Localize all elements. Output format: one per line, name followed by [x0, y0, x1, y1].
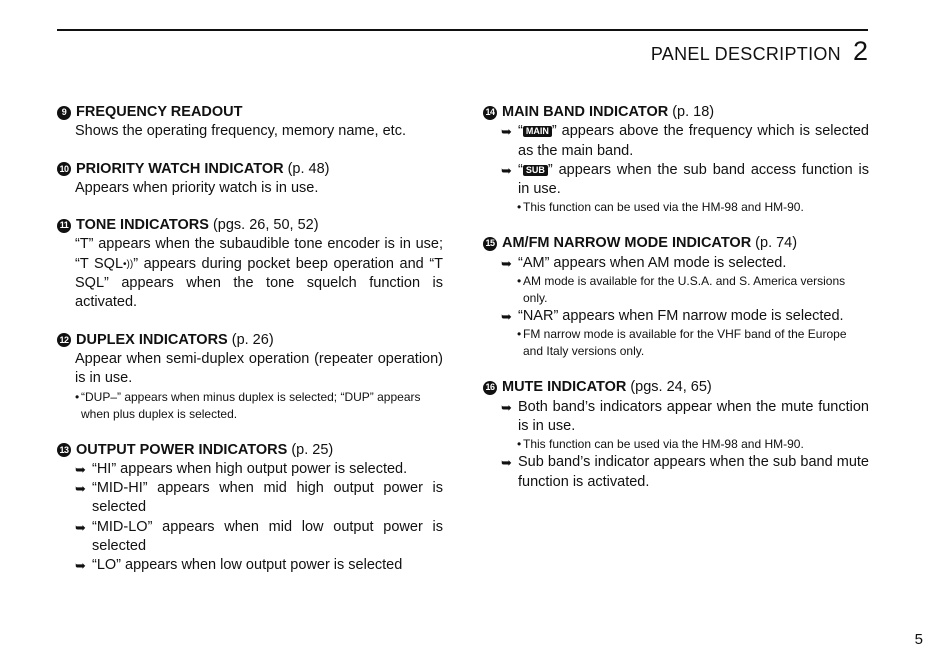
arrow-icon: ➥: [75, 558, 86, 574]
list-item: ➥ “MID-LO” appears when mid low output power is selected: [57, 518, 443, 557]
item-number-badge: 14: [483, 106, 497, 120]
arrow-icon: ➥: [75, 481, 86, 497]
page-reference: (pgs. 26, 50, 52): [212, 217, 319, 234]
page-number: 5: [914, 631, 923, 648]
section-heading: MUTE INDICATOR: [502, 379, 627, 396]
section-heading: DUPLEX INDICATORS: [76, 331, 228, 348]
page-reference: (p. 25): [291, 441, 334, 458]
section-heading: AM/FM NARROW MODE INDICATOR: [502, 235, 752, 252]
list-item: ➥ “NAR” appears when FM narrow mode is selected.: [483, 307, 869, 326]
list-item: ➥ “AM” appears when AM mode is selected.: [483, 254, 869, 273]
page-reference: (p. 18): [672, 104, 715, 120]
list-item: ➥ “ MAIN ” appears above the frequency which is selected as the main band.: [483, 122, 869, 161]
note: • This function can be used via the HM-98 and HM-90.: [517, 437, 804, 452]
arrow-icon: ➥: [501, 255, 512, 271]
section-body: “T” appears when the subaudible tone encoder is in use; “T SQL•))” appears during pocket beep operation and “T SQL” appears when the tone squelch function is activated.: [75, 236, 444, 311]
item-number-badge: 9: [57, 106, 71, 120]
section-body: Appears when priority watch is in use.: [75, 179, 319, 196]
section-frequency-readout: [57, 103, 443, 142]
note: • “DUP–” appears when minus duplex is selected; “DUP” appears when plus duplex is selected.: [75, 389, 421, 421]
section-heading: FREQUENCY READOUT: [76, 104, 243, 120]
section-body: Shows the operating frequency, memory name, etc.: [75, 123, 406, 140]
section-narrow-mode: [483, 234, 869, 360]
section-heading: MAIN BAND INDICATOR: [502, 104, 669, 120]
arrow-icon: ➥: [501, 124, 512, 140]
item-number-badge: 16: [483, 381, 497, 395]
section-tone-indicators: [57, 216, 443, 312]
item-number-badge: 11: [57, 219, 71, 233]
list-item: ➥ “HI” appears when high output power is selected.: [57, 460, 443, 479]
list-item: ➥ “ SUB ” appears when the sub band access function is in use.: [483, 161, 869, 200]
item-number-badge: 12: [57, 333, 71, 347]
arrow-icon: ➥: [501, 162, 512, 178]
arrow-icon: ➥: [501, 455, 512, 471]
arrow-icon: ➥: [75, 461, 86, 477]
top-rule: [57, 29, 868, 31]
page-reference: (p. 26): [231, 331, 274, 348]
note: • This function can be used via the HM-98 and HM-90.: [517, 200, 804, 215]
page-header: [651, 36, 868, 67]
pocket-beep-icon: •)): [123, 258, 134, 270]
section-body: Appear when semi-duplex operation (repeater operation) is in use.: [75, 350, 443, 387]
page-reference: (pgs. 24, 65): [630, 379, 712, 396]
page-reference: (p. 74): [755, 235, 798, 252]
item-number-badge: 15: [483, 237, 497, 251]
list-item: ➥ “MID-HI” appears when mid high output power is selected: [57, 479, 443, 518]
list-item: ➥ “LO” appears when low output power is selected: [57, 556, 443, 575]
section-output-power: [57, 441, 443, 576]
list-item: ➥ Sub band’s indicator appears when the sub band mute function is activated.: [483, 453, 869, 492]
sub-badge: SUB: [523, 165, 548, 176]
list-item: ➥ Both band’s indicators appear when the mute function is in use.: [483, 398, 869, 437]
main-badge: MAIN: [523, 126, 552, 137]
section-heading: OUTPUT POWER INDICATORS: [76, 441, 288, 458]
section-heading: PRIORITY WATCH INDICATOR: [76, 160, 284, 177]
item-number-badge: 13: [57, 443, 71, 457]
section-title: PANEL DESCRIPTION: [650, 44, 841, 64]
chapter-number: 2: [852, 36, 868, 66]
item-number-badge: 10: [57, 162, 71, 176]
section-main-band: [483, 103, 869, 216]
note: • AM mode is available for the U.S.A. and S. America versions only.: [517, 274, 846, 306]
section-duplex-indicators: [57, 331, 443, 423]
arrow-icon: ➥: [501, 399, 512, 415]
arrow-icon: ➥: [501, 309, 512, 325]
section-priority-watch: [57, 160, 443, 199]
arrow-icon: ➥: [75, 519, 86, 535]
section-mute-indicator: [483, 378, 869, 491]
section-heading: TONE INDICATORS: [76, 217, 209, 234]
note: • FM narrow mode is available for the VHF band of the Europe and Italy versions only.: [517, 327, 847, 359]
page-reference: (p. 48): [287, 160, 330, 177]
right-column: [483, 103, 869, 510]
left-column: [57, 103, 443, 594]
